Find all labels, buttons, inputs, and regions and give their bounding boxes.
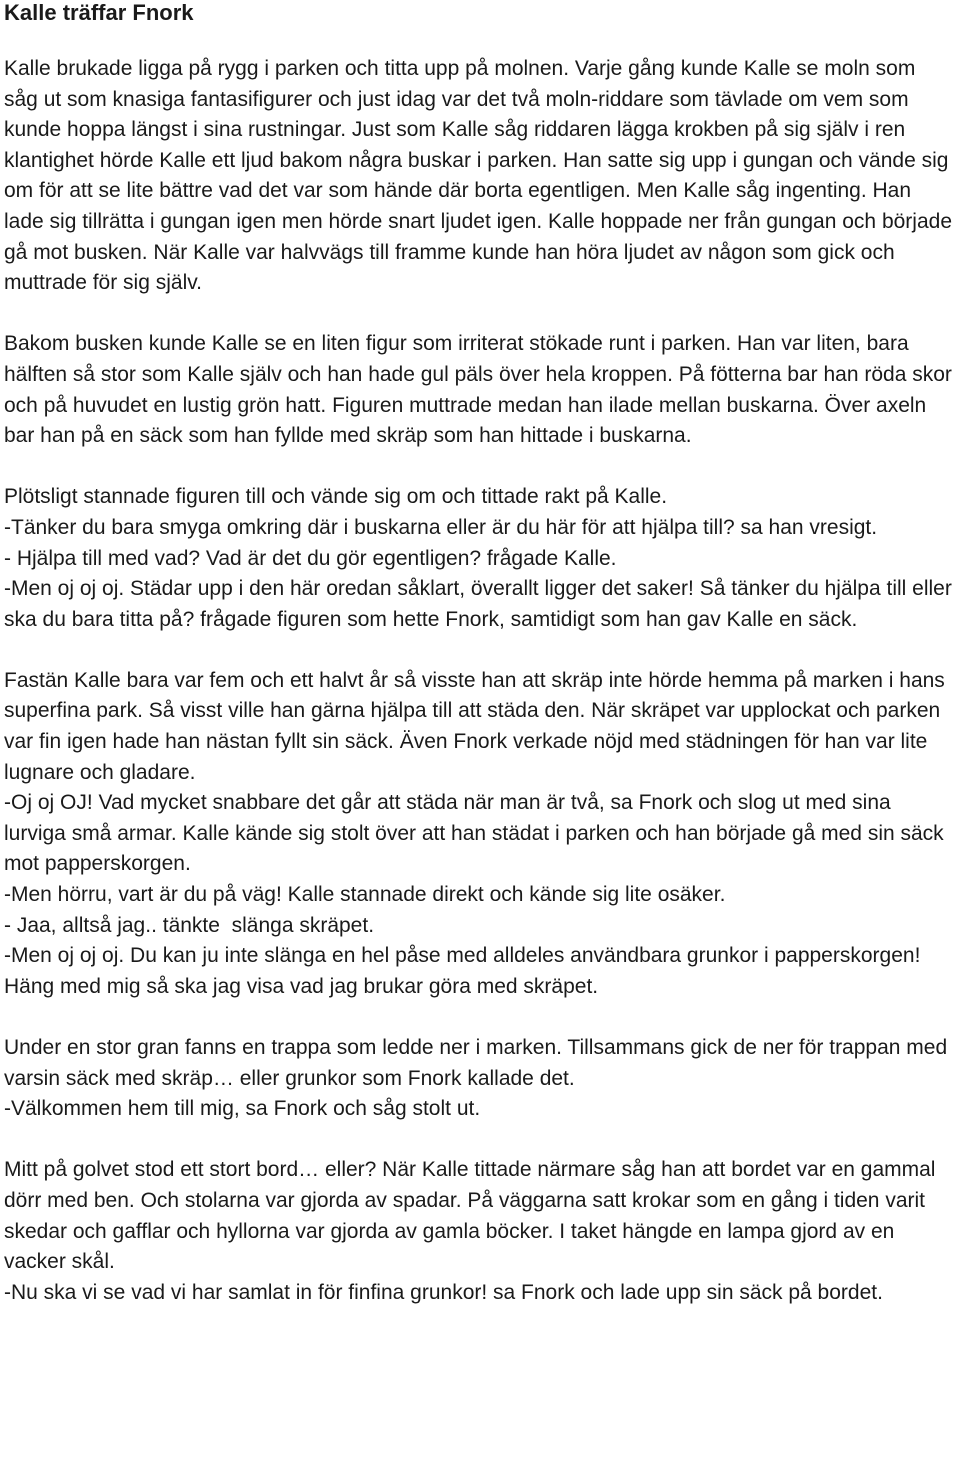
dialogue-line: -Välkommen hem till mig, sa Fnork och såg stolt ut. <box>4 1097 481 1121</box>
dialogue-line: -Men oj oj oj. Du kan ju inte slänga en hel påse med alldeles användbara grunkor i papperskorgen! Häng med mig så ska jag visa vad jag brukar göra med skräpet. <box>4 944 927 998</box>
paragraph-4 <box>4 666 952 1003</box>
story-body <box>4 54 958 1308</box>
paragraph-6 <box>4 1155 952 1308</box>
text-line: Under en stor gran fanns en trappa som ledde ner i marken. Tillsammans gick de ner för trappan med varsin säck med skräp… eller grunkor som Fnork kallade det. <box>4 1036 953 1090</box>
text-line: Plötsligt stannade figuren till och vände sig om och tittade rakt på Kalle. <box>4 485 668 509</box>
dialogue-line: - Hjälpa till med vad? Vad är det du gör egentligen? frågade Kalle. <box>4 546 617 570</box>
text-line: Fastän Kalle bara var fem och ett halvt år så visste han att skräp inte hörde hemma på marken i hans superfina park. Så visst ville han gärna hjälpa till att städa den. När skräpet var upplockat och parken var fin igen hade han nästan fyllt sin säck. Även Fnork verkade nöjd med städningen för han var lite lugnare och gladare. <box>4 668 951 784</box>
story-title: Kalle träffar Fnork <box>4 0 194 25</box>
text-line: Bakom busken kunde Kalle se en liten figur som irriterat stökade runt i parken. Han var liten, bara hälften så stor som Kalle själv och han hade gul päls över hela kroppen. På fötterna bar han röda skor och på huvudet en lustig grön hatt. Figuren muttrade medan han ilade mellan buskarna. Över axeln bar han på en säck som han fyllde med skräp som han hittade i buskarna. <box>4 332 958 448</box>
dialogue-line: - Jaa, alltså jag.. tänkte slänga skräpet. <box>4 913 375 937</box>
paragraph-3 <box>4 482 958 635</box>
paragraph-5 <box>4 1033 952 1125</box>
dialogue-line: -Men hörru, vart är du på väg! Kalle stannade direkt och kände sig lite osäker. <box>4 883 726 907</box>
dialogue-line: -Men oj oj oj. Städar upp i den här oredan såklart, överallt ligger det saker! Så tänker du hjälpa till eller ska du bara titta på? frågade figuren som hette Fnork, samtidigt som han gav Kalle en säck. <box>4 577 958 631</box>
paragraph-2 <box>4 329 958 451</box>
paragraph-1 <box>4 54 958 299</box>
text-line: Kalle brukade ligga på rygg i parken och titta upp på molnen. Varje gång kunde Kalle se moln som såg ut som knasiga fantasifigurer och just idag var det två moln-riddare som tävlade om vem som kunde hoppa längst i sina rustningar. Just som Kalle såg riddaren lägga krokben på sig själv i ren klantighet hörde Kalle ett ljud bakom några buskar i parken. Han satte sig upp i gungan och vände sig om för att se lite bättre vad det var som hände där borta egentligen. Men Kalle såg ingenting. Han lade sig tillrätta i gungan igen men hörde snart ljudet igen. Kalle hoppade ner från gungan och började gå mot busken. När Kalle var halvvägs till framme kunde han höra ljudet av någon som gick och muttrade för sig själv. <box>4 57 958 295</box>
dialogue-line: -Tänker du bara smyga omkring där i buskarna eller är du här för att hjälpa till? sa han vresigt. <box>4 515 878 539</box>
text-line: Mitt på golvet stod ett stort bord… eller? När Kalle tittade närmare såg han att bordet var en gammal dörr med ben. Och stolarna var gjorda av spadar. På väggarna satt krokar som en gång i tiden varit skedar och gafflar och hyllorna var gjorda av gamla böcker. I taket hängde en lampa gjord av en vacker skål. <box>4 1158 942 1274</box>
dialogue-line: -Nu ska vi se vad vi har samlat in för finfina grunkor! sa Fnork och lade upp sin säck på bordet. <box>4 1280 883 1304</box>
dialogue-line: -Oj oj OJ! Vad mycket snabbare det går att städa när man är två, sa Fnork och slog ut med sina lurviga små armar. Kalle kände sig stolt över att han städat i parken och han började gå med sin säck mot papperskorgen. <box>4 791 950 876</box>
